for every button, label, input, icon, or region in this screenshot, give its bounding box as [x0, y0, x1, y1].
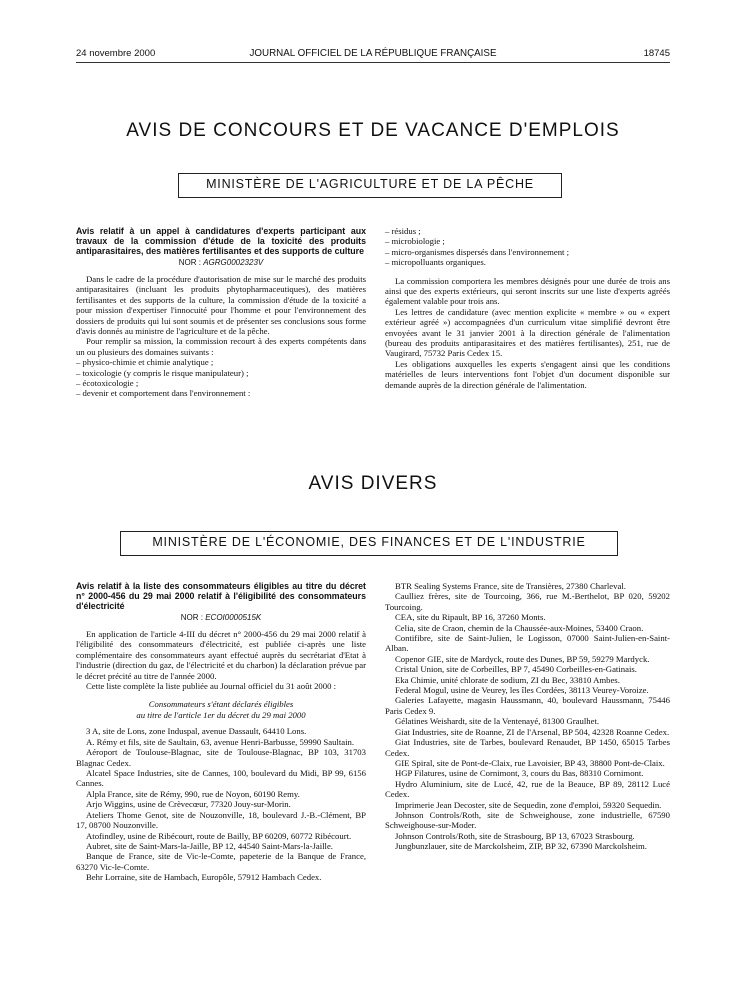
notice-title-experts: Avis relatif à un appel à candidatures d'experts participant aux travaux de la commission d'étude de la toxicité des produits antiparasitaires, des matières fertilisantes et des supports de culture: [76, 226, 366, 257]
ministry-box-agriculture: MINISTÈRE DE L'AGRICULTURE ET DE LA PÊCHE: [178, 173, 562, 198]
list-entry: Atofindley, usine de Ribécourt, route de Bailly, BP 60209, 60772 Ribécourt.: [86, 830, 352, 841]
list-item: – microbiologie ;: [385, 236, 445, 247]
list-entry: Gélatines Weishardt, site de la Ventenayé, 81300 Graulhet.: [395, 716, 600, 727]
paragraph: Dans le cadre de la procédure d'autorisation de mise sur le marché des produits antiparasitaires (incluant les produits phytopharmaceutiques), des matières fertilisantes et des supports de la culture, la commission d'étude de la toxicité a pour mission d'expertiser l'innocuité pour l'homme et pour l'environnement des dossiers de produits qui lui sont soumis et de présenter ses conclusions sous forme d'avis donnés au ministre de l'agriculture et de la pêche.: [76, 274, 366, 337]
list-entry: Jungbunzlauer, site de Marckolsheim, ZIP, BP 32, 67390 Marckolsheim.: [395, 841, 647, 852]
list-entry: Cristal Union, site de Corbeilles, BP 7, 45490 Corbeilles-en-Gatinais.: [395, 664, 637, 675]
list-entry: HGP Filatures, usine de Cornimont, 3, cours du Bas, 88310 Cornimont.: [395, 768, 644, 779]
list-entry: Arjo Wiggins, usine de Crèvecœur, 77320 Jouy-sur-Morin.: [86, 799, 291, 810]
list-entry: Copenor GIE, site de Mardyck, route des Dunes, BP 59, 59279 Mardyck.: [395, 653, 650, 664]
list-entry: Eka Chimie, unité chlorate de sodium, ZI du Bec, 33810 Ambes.: [395, 674, 620, 685]
list-entry: CEA, site du Ripault, BP 16, 37260 Monts.: [395, 612, 546, 623]
list-entry: Giat Industries, site de Tarbes, boulevard Renaudet, BP 1450, 65015 Tarbes Cedex.: [385, 737, 670, 758]
page-number: 18745: [643, 48, 670, 59]
paragraph: Les lettres de candidature (avec mention explicite « membre » ou « expert extérieur agréé ») accompagnées d'un curriculum vitae simplifié devront être envoyées avant le 31 janvier 2001 à la direction générale de l'alimentation (bureau des produits antiparasitaires et des matières fertilisantes), 251, rue de Vaugirard, 75732 Paris Cedex 15.: [385, 306, 670, 359]
list-entry: Aéroport de Toulouse-Blagnac, site de Toulouse-Blagnac, BP 103, 31703 Blagnac Cedex.: [76, 747, 366, 768]
nor-reference: NOR : ECOI0000515K: [180, 612, 262, 622]
list-entry: Alcatel Space Industries, site de Cannes, 100, boulevard du Midi, BP 99, 6156 Cannes.: [76, 768, 366, 789]
list-entry: Ateliers Thome Genot, site de Nouzonville, 18, boulevard J.-B.-Clément, BP 17, 08700 Nouzonville.: [76, 809, 366, 831]
list-entry: Caulliez frères, site de Tourcoing, 366, rue M.-Berthelot, BP 020, 59202 Tourcoing.: [385, 591, 670, 612]
journal-title: JOURNAL OFFICIEL DE LA RÉPUBLIQUE FRANÇAISE: [249, 48, 497, 59]
issue-date: 24 novembre 2000: [76, 48, 156, 59]
list-entry: BTR Sealing Systems France, site de Transières, 27380 Charleval.: [395, 581, 626, 591]
list-item: – écotoxicologie ;: [76, 378, 139, 389]
list-item: – micro-organismes dispersés dans l'environnement ;: [385, 246, 570, 257]
column-left-section1: [76, 226, 366, 399]
list-entry: Banque de France, site de Vic-le-Comte, papeterie de la Banque de France, 63270 Vic-le-Comte.: [76, 851, 366, 872]
paragraph: La commission comportera les membres désignés pour une durée de trois ans ainsi que des experts extérieurs, qui seront inscrits sur une liste d'experts agréés également valable pour trois ans.: [385, 275, 670, 307]
column-right-section2: [385, 581, 670, 852]
list-entry: Aubret, site de Saint-Mars-la-Jaille, BP 12, 44540 Saint-Mars-la-Jaille.: [86, 840, 333, 851]
ministry-box-economie: MINISTÈRE DE L'ÉCONOMIE, DES FINANCES ET DE L'INDUSTRIE: [120, 531, 618, 556]
list-entry: Contifibre, site de Saint-Julien, le Logisson, 07000 Saint-Julien-en-Saint-Alban.: [385, 633, 670, 654]
list-entry: Federal Mogul, usine de Veurey, les îles Cordées, 38113 Veurey-Voroize.: [395, 685, 649, 696]
notice-title-consommateurs: Avis relatif à la liste des consommateurs éligibles au titre du décret n° 2000-456 du 29 mai 2000 relatif à l'éligibilité des consommateurs d'électricité: [76, 581, 366, 612]
list-entry: Johnson Controls/Roth, site de Schweighouse, zone industrielle, 67590 Schweighouse-sur-Moder.: [385, 809, 670, 831]
list-entry: Behr Lorraine, site de Hambach, Europôle, 57912 Hambach Cedex.: [86, 872, 322, 883]
list-entry: Imprimerie Jean Decoster, site de Sequedin, zone d'emploi, 59320 Sequedin.: [395, 799, 662, 810]
list-item: – toxicologie (y compris le risque manipulateur) ;: [76, 367, 249, 378]
running-header: [76, 48, 670, 62]
list-entry: Giat Industries, site de Roanne, ZI de l'Arsenal, BP 504, 42328 Roanne Cedex.: [395, 726, 670, 737]
list-entry: 3 A, site de Lons, zone Induspal, avenue Dassault, 64410 Lons.: [86, 726, 307, 737]
list-entry: Hydro Aluminium, site de Lucé, 42, rue de la Beauce, BP 89, 28112 Lucé Cedex.: [385, 778, 670, 800]
list-subheading: Consommateurs s'étant déclarés éligibles au titre de l'article 1er du décret du 29 mai 2000: [136, 699, 306, 720]
column-right-section1: [385, 226, 670, 390]
list-entry: Galeries Lafayette, magasin Haussmann, 40, boulevard Haussmann, 75446 Paris Cedex 9.: [385, 695, 670, 716]
paragraph: Les obligations auxquelles les experts s'engagent ainsi que les conditions matérielles de leurs interventions font l'objet d'un document disponible sur demande auprès de la direction générale de l'alimentation.: [385, 358, 670, 390]
paragraph: Cette liste complète la liste publiée au Journal officiel du 31 août 2000 :: [86, 681, 337, 692]
list-entry: Johnson Controls/Roth, site de Strasbourg, BP 13, 67023 Strasbourg.: [395, 830, 635, 841]
section-title-concours: AVIS DE CONCOURS ET DE VACANCE D'EMPLOIS: [126, 120, 620, 141]
list-item: – résidus ;: [385, 226, 421, 236]
list-item: – physico-chimie et chimie analytique ;: [76, 357, 214, 368]
column-left-section2: [76, 581, 366, 883]
list-item: – micropolluants organiques.: [385, 257, 486, 268]
list-entry: GIE Spiral, site de Pont-de-Claix, rue Lavoisier, BP 43, 38800 Pont-de-Claix.: [395, 757, 665, 768]
list-item: – devenir et comportement dans l'environnement :: [76, 388, 251, 399]
list-entry: Alpla France, site de Rémy, 990, rue de Noyon, 60190 Remy.: [86, 788, 300, 799]
paragraph: En application de l'article 4-III du décret n° 2000-456 du 29 mai 2000 relatif à l'éligibilité des consommateurs d'électricité, est publiée ci-après une liste complémentaire des consommateurs ayant effectué auprès du secrétariat d'Etat à l'industrie (direction du gaz, de l'électricité et du charbon) la déclaration prévue par le décret précité au titre de l'année 2000.: [76, 629, 366, 681]
list-entry: A. Rémy et fils, site de Saultain, 63, avenue Henri-Barbusse, 59990 Saultain.: [86, 736, 355, 747]
paragraph: Pour remplir sa mission, la commission recourt à des experts compétents dans un ou plusieurs des domaines suivants :: [76, 336, 366, 357]
section-title-avis-divers: AVIS DIVERS: [308, 473, 438, 494]
header-rule: [76, 62, 670, 63]
list-entry: Celia, site de Craon, chemin de la Chaussée-aux-Moines, 53400 Craon.: [395, 622, 644, 633]
nor-reference: NOR : AGRG0002323V: [178, 257, 264, 267]
